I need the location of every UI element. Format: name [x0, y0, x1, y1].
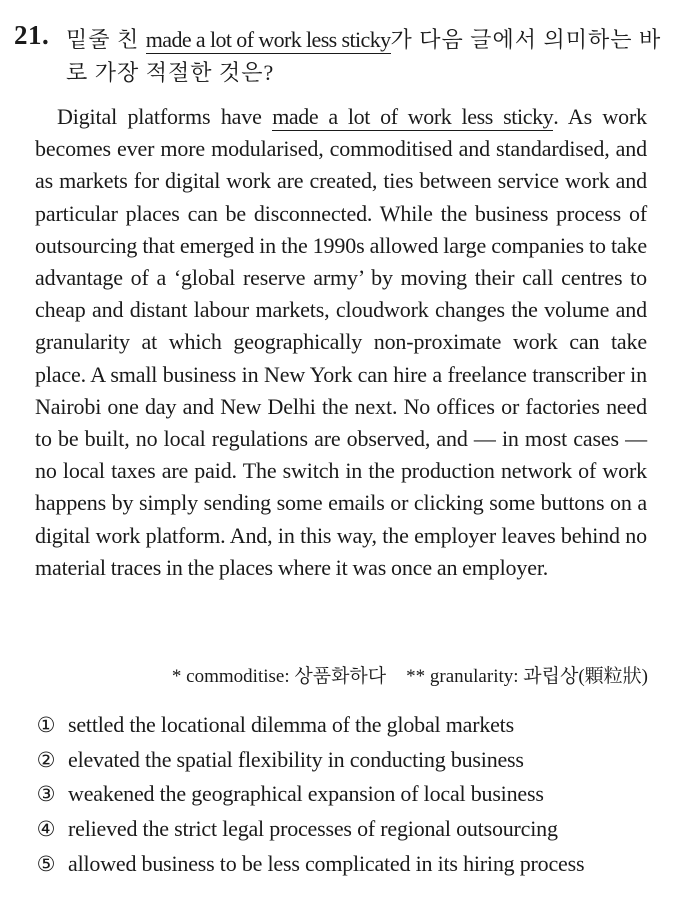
choice-2-text: elevated the spatial flexibility in conducting business [68, 746, 524, 772]
choice-3-number: ③ [36, 782, 56, 807]
choice-3-text: weakened the geographical expansion of local business [68, 781, 544, 807]
answer-choice-5[interactable] [35, 846, 655, 881]
footnote-commoditise: * commoditise: 상품화하다 [171, 666, 387, 687]
choice-2-number: ② [36, 747, 56, 772]
answer-choice-4[interactable] [35, 812, 655, 847]
prompt-before: 밑줄 친 [66, 27, 146, 52]
footnote-granularity: ** granularity: 과립상(顆粒狀) [406, 666, 648, 687]
reading-passage [35, 101, 647, 584]
passage-text-after: . As work becomes ever more modularised, commoditised and standardised, and as markets for digital work are created, ties between service work and particular places can be disconnected. While the business process of outsourcing that emerged in the 1990s allowed large companies to take advantage of a ‘global reserve army’ by moving their call centres to cheap and distant labour markets, cloudwork changes the volume and granularity at which geographically non-proximate work can take place. A small business in New York can hire a freelance transcriber in Nairobi one day and New Delhi the next. No offices or factories need to be built, no local regulations are observed, and — in most cases — no local taxes are paid. The switch in the production network of work happens by simply sending some emails or clicking some buttons on a digital work platform. And, in this way, the employer leaves behind no material traces in the places where it was once an employer. [35, 104, 647, 580]
choice-1-number: ① [36, 713, 56, 738]
prompt-underlined-phrase: made a lot of work less sticky [145, 27, 391, 52]
choice-5-number: ⑤ [36, 851, 56, 876]
answer-choices [35, 708, 655, 881]
question-prompt [66, 23, 666, 89]
answer-choice-3[interactable] [35, 777, 655, 812]
passage-underlined-phrase: made a lot of work less sticky [272, 104, 554, 129]
passage-paragraph [35, 101, 647, 584]
prompt-after: 가 다음 글에서 의미하는 바로 가장 적절한 것은? [66, 27, 662, 85]
answer-choice-1[interactable] [35, 708, 655, 743]
passage-text-before: Digital platforms have [57, 104, 273, 129]
footnotes [172, 664, 648, 690]
answer-choice-2[interactable] [35, 743, 655, 778]
choice-4-text: relieved the strict legal processes of regional outsourcing [68, 816, 558, 842]
choice-1-text: settled the locational dilemma of the global markets [68, 712, 514, 738]
choice-5-text: allowed business to be less complicated in its hiring process [68, 850, 585, 876]
question-number: 21. [14, 20, 50, 50]
choice-4-number: ④ [36, 817, 56, 842]
